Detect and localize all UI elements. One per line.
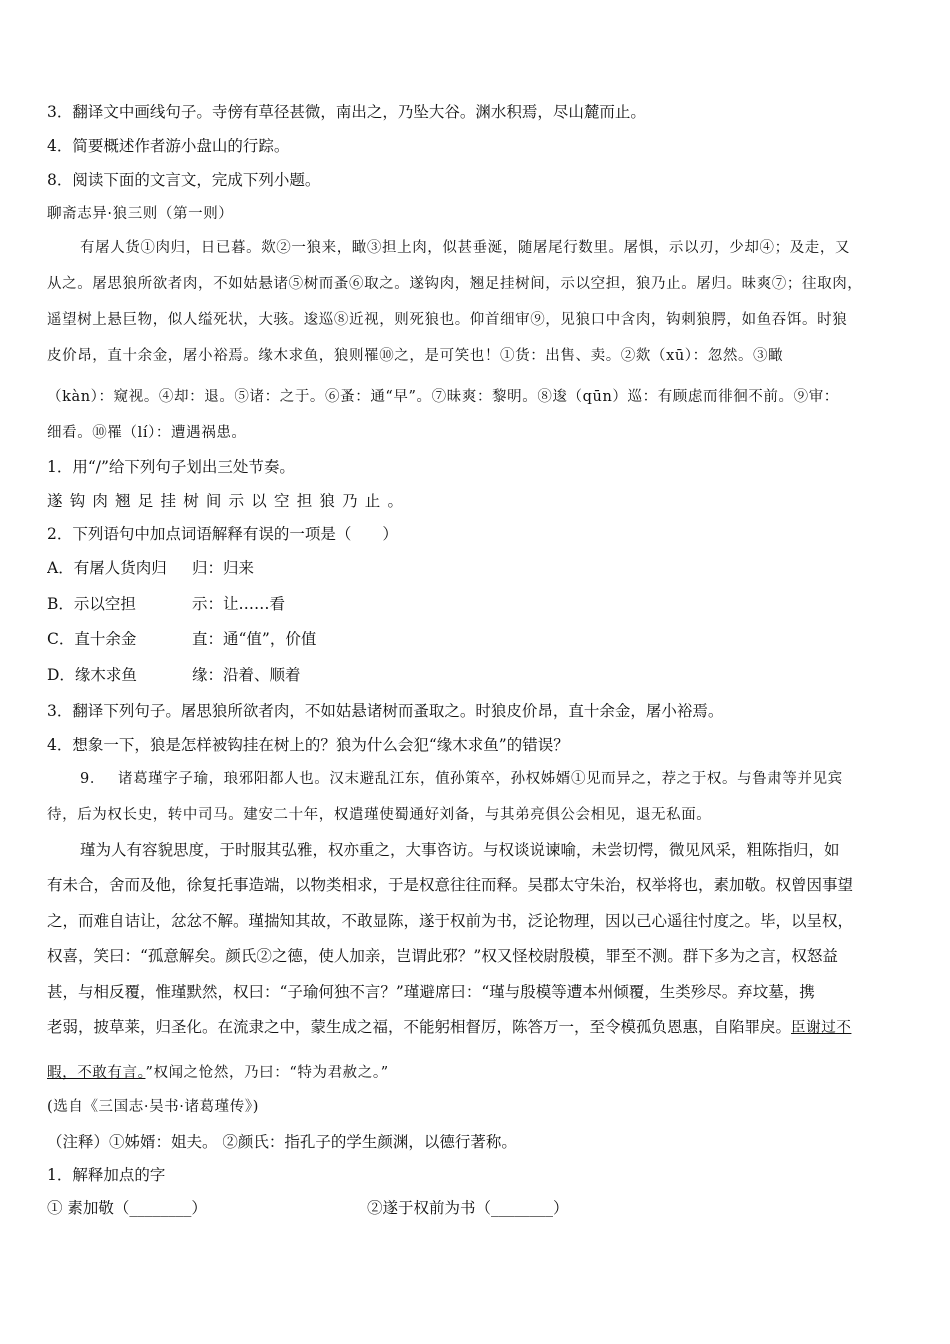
option-a-text: A．有屠人货肉归 bbox=[47, 559, 167, 577]
passage8-line: 细看。⑩罹（lí）：遭遇祸患。 bbox=[47, 425, 247, 441]
passage9-para: 权喜，笑曰：“孤意解矣。颜氏②之德，使人加亲，岂谓此邪？”权又怪校尉殷模，罪至不测。群下多为之言，权怒益 bbox=[47, 947, 838, 965]
option-b-text: B．示以空担 bbox=[47, 595, 136, 613]
underlined-sentence-end: 暇，不敢有言。 bbox=[47, 1065, 146, 1081]
option-b-note: 示：让……看 bbox=[192, 595, 286, 613]
question-route-summary: 4．简要概述作者游小盘山的行踪。 bbox=[47, 137, 290, 155]
passage8-q1: 1．用“/”给下列句子划出三处节奏。 bbox=[47, 458, 295, 476]
passage8-q3: 3．翻译下列句子。屠思狼所欲者肉，不如姑悬诸树而蚤取之。时狼皮价昂，直十余金，屠小裕焉。 bbox=[47, 702, 724, 720]
passage8-line: 皮价昂，直十余金，屠小裕焉。缘木求鱼，狼则罹⑩之，是可笑也！①货：出售、卖。②欻（xū）：忽然。③瞰 bbox=[47, 348, 784, 364]
passage8-title: 聊斋志异·狼三则（第一则） bbox=[47, 206, 234, 222]
passage9-line: 待，后为权长史，转中司马。建安二十年，权遣瑾使蜀通好刘备，与其弟亮俱公会相见，退无私面。 bbox=[47, 807, 712, 823]
option-d bbox=[47, 664, 907, 688]
passage8-line: 从之。屠思狼所欲者肉，不如姑悬诸⑤树而蚤⑥取之。遂钩肉，翘足挂树间，示以空担，狼乃止。屠归。昧爽⑦；往取肉， bbox=[47, 276, 863, 292]
passage8-q2: 2．下列语句中加点词语解释有误的一项是（ ） bbox=[47, 525, 398, 543]
fill-blank-1[interactable]: ① 素加敬（________） bbox=[47, 1199, 207, 1217]
passage9-para: 瑾为人有容貌思度，于时服其弘雅，权亦重之，大事咨访。与权谈说谏喻，未尝切愕，微见风采，粗陈指归，如 bbox=[80, 841, 840, 859]
passage9-tail: ”权闻之怆然，乃曰：“特为君赦之。” bbox=[145, 1065, 389, 1081]
passage8-q1-sentence: 遂钩肉翘足挂树间示以空担狼乃止。 bbox=[47, 492, 411, 510]
passage8-line: （kàn）：窥视。④却：退。⑤诸：之于。⑥蚤：通“早”。⑦昧爽：黎明。⑧逡（qūn）巡：有顾虑而徘徊不前。⑨审： bbox=[47, 389, 839, 405]
passage9-source: (选自《三国志·吴书·诸葛瑾传》) bbox=[47, 1099, 259, 1115]
option-c-note: 直：通“值”，价值 bbox=[192, 630, 317, 648]
passage9-para-with-underline bbox=[47, 1016, 907, 1039]
option-a bbox=[47, 557, 907, 581]
option-d-text: D．缘木求鱼 bbox=[47, 666, 137, 684]
passage9-q1: 1．解释加点的字 bbox=[47, 1166, 166, 1184]
passage9-para: 甚，与相反覆，惟瑾默然，权曰：“子瑜何独不言？”瑾避席曰：“瑾与殷模等遭本州倾覆，生类殄尽。弃坟墓，携 bbox=[47, 983, 815, 1001]
passage9-para-text: 老弱，披草莱，归圣化。在流隶之中，蒙生成之福，不能躬相督厉，陈答万一，至令模孤负恩惠，自陷罪戾。 bbox=[47, 1018, 792, 1036]
passage9-line: 9． 诸葛瑾字子瑜，琅邪阳都人也。汉末避乱江东，值孙策卒，孙权姊婿①见而异之，荐之于权。与鲁肃等并见宾 bbox=[80, 771, 843, 787]
passage8-intro: 8．阅读下面的文言文，完成下列小题。 bbox=[47, 171, 321, 189]
option-a-note: 归：归来 bbox=[192, 559, 255, 577]
fill-blank-row bbox=[47, 1197, 907, 1221]
underlined-sentence-start: 臣谢过不 bbox=[791, 1020, 852, 1036]
passage9-para: 有未合，舍而及他，徐复托事造端，以物类相求，于是权意往往而释。吴郡太守朱治，权举将也，素加敬。权曾因事望 bbox=[47, 876, 854, 894]
option-d-note: 缘：沿着、顺着 bbox=[192, 666, 301, 684]
question-translate-marked: 3．翻译文中画线句子。寺傍有草径甚微，南出之，乃坠大谷。渊水积焉，尽山麓而止。 bbox=[47, 103, 646, 121]
passage8-line: 有屠人货①肉归，日已暮。欻②一狼来，瞰③担上肉，似甚垂涎，随屠尾行数里。屠惧，示以刃，少却④；及走，又 bbox=[80, 240, 851, 256]
option-c bbox=[47, 628, 907, 652]
passage9-notes: （注释）①姊婿：姐夫。 ②颜氏：指孔子的学生颜渊，以德行著称。 bbox=[47, 1133, 517, 1151]
fill-blank-2[interactable]: ②遂于权前为书（________） bbox=[367, 1199, 569, 1217]
passage8-line: 遥望树上悬巨物，似人缢死状，大骇。逡巡⑧近视，则死狼也。仰首细审⑨，见狼口中含肉，钩刺狼腭，如鱼吞饵。时狼 bbox=[47, 312, 848, 328]
passage9-para-end bbox=[47, 1062, 907, 1084]
passage8-q4: 4．想象一下，狼是怎样被钩挂在树上的？狼为什么会犯“缘木求鱼”的错误？ bbox=[47, 736, 569, 754]
passage9-para: 之，而难自诘让，忿忿不解。瑾揣知其故，不敢显陈，遂于权前为书，泛论物理，因以己心遥往忖度之。毕，以呈权， bbox=[47, 912, 854, 930]
option-c-text: C．直十余金 bbox=[47, 630, 137, 648]
option-b bbox=[47, 593, 907, 617]
